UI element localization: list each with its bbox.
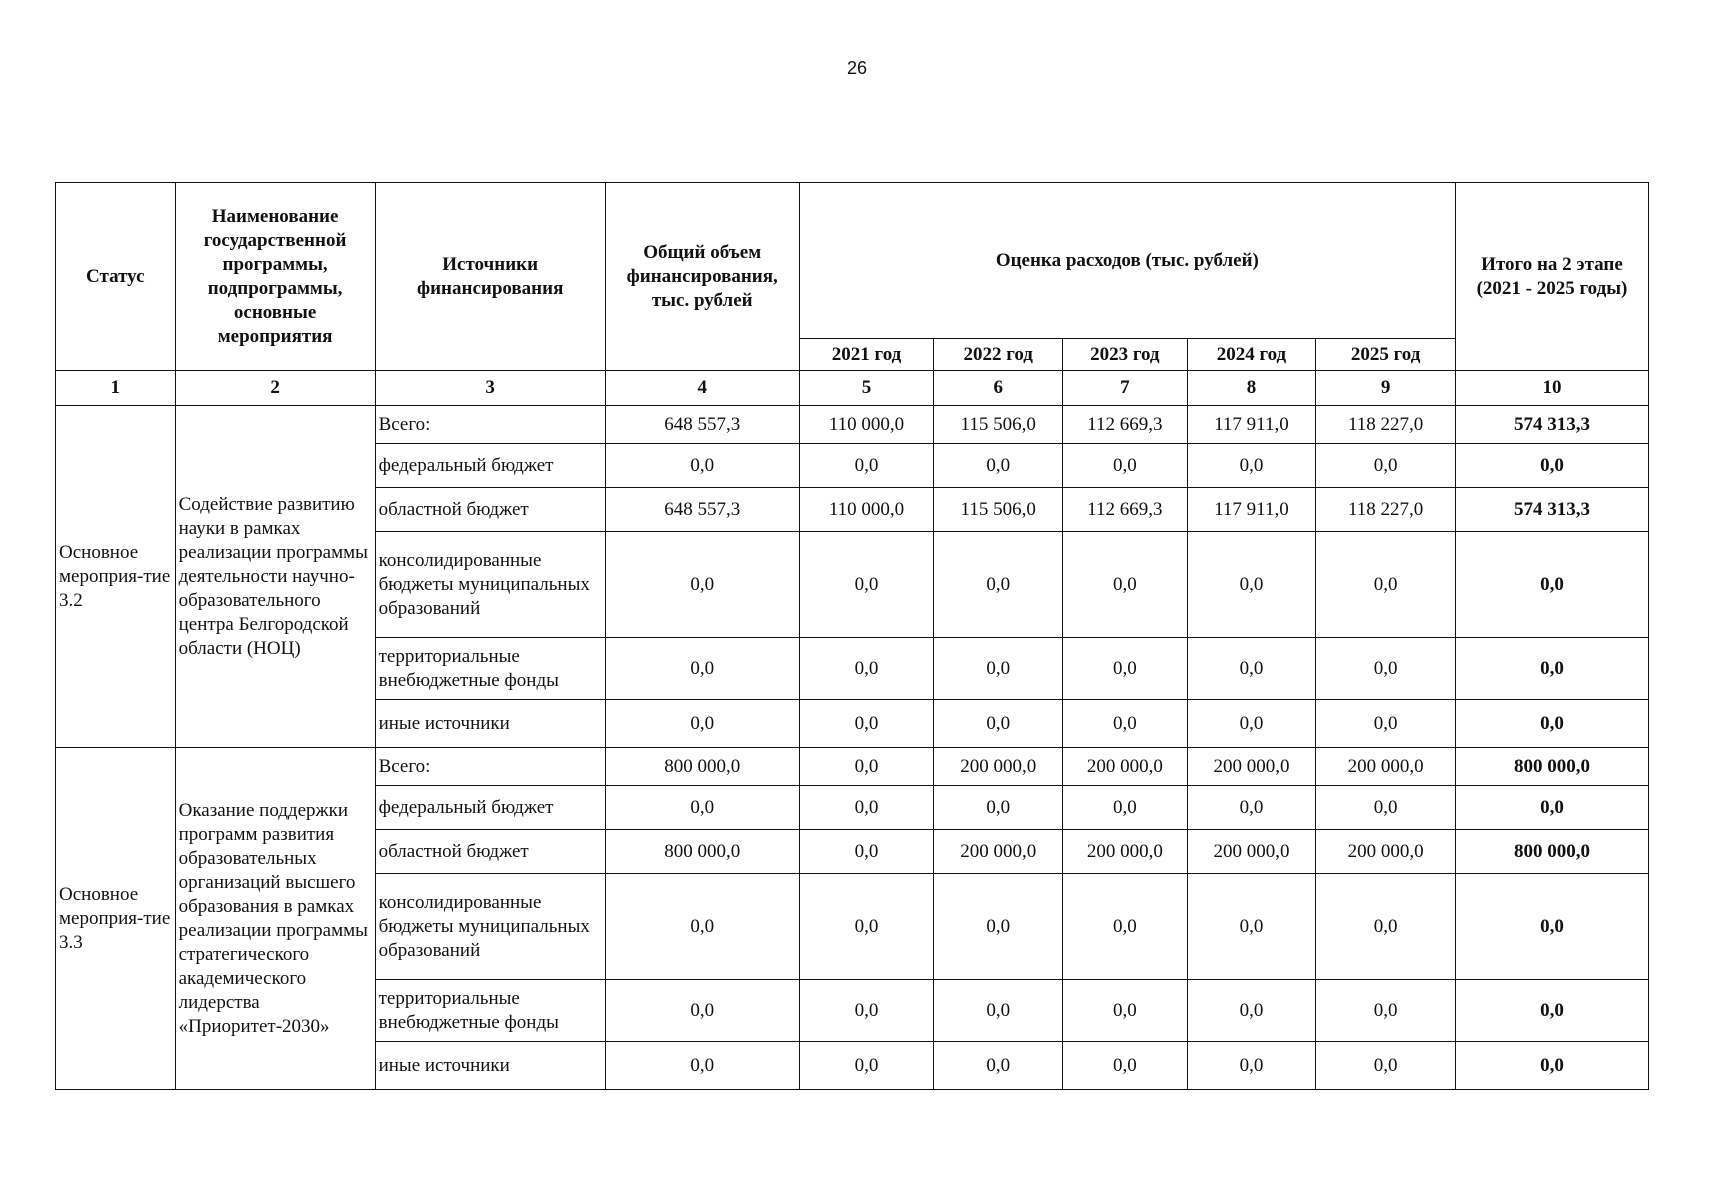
year-value-cell: 0,0: [799, 980, 934, 1042]
year-value-cell: 112 669,3: [1063, 406, 1188, 444]
column-index: 2: [175, 371, 375, 406]
funding-source: консолидированные бюджеты муниципальных образований: [375, 532, 605, 638]
total-volume-cell: 0,0: [605, 980, 799, 1042]
table-row: [56, 406, 1649, 444]
stage-total-cell: 0,0: [1455, 786, 1648, 830]
column-index: 5: [799, 371, 934, 406]
year-value-cell: 200 000,0: [1187, 748, 1316, 786]
year-value-cell: 200 000,0: [1063, 748, 1188, 786]
year-value-cell: 0,0: [1187, 700, 1316, 748]
year-value-cell: 0,0: [934, 444, 1063, 488]
year-value-cell: 0,0: [1063, 874, 1188, 980]
header-stage-total: Итого на 2 этапе (2021 - 2025 годы): [1455, 183, 1648, 371]
stage-total-cell: 0,0: [1455, 444, 1648, 488]
year-value-cell: 0,0: [934, 1042, 1063, 1090]
year-value-cell: 0,0: [934, 980, 1063, 1042]
column-index: 3: [375, 371, 605, 406]
year-value-cell: 118 227,0: [1316, 406, 1456, 444]
year-value-cell: 200 000,0: [1316, 748, 1456, 786]
funding-source: областной бюджет: [375, 488, 605, 532]
page-number: 26: [846, 58, 868, 78]
year-value-cell: 0,0: [934, 786, 1063, 830]
year-value-cell: 0,0: [934, 874, 1063, 980]
stage-total-cell: 0,0: [1455, 700, 1648, 748]
header-name: Наименование государственной программы, подпрограммы, основные мероприятия: [175, 183, 375, 371]
year-value-cell: 0,0: [799, 748, 934, 786]
year-value-cell: 112 669,3: [1063, 488, 1188, 532]
header-status: Статус: [56, 183, 176, 371]
measure-name: Оказание поддержки программ развития образовательных организаций высшего образования в рамках реализации программы стратегического академического лидерства «Приоритет-2030»: [175, 748, 375, 1090]
year-value-cell: 0,0: [1316, 980, 1456, 1042]
total-volume-cell: 0,0: [605, 444, 799, 488]
table-row: [56, 748, 1649, 786]
budget-table: [55, 182, 1649, 1090]
year-value-cell: 0,0: [934, 532, 1063, 638]
header-year: 2024 год: [1187, 339, 1316, 371]
header-year: 2023 год: [1063, 339, 1188, 371]
stage-total-cell: 574 313,3: [1455, 406, 1648, 444]
year-value-cell: 0,0: [799, 444, 934, 488]
measure-name: Содействие развитию науки в рамках реализации программы деятельности научно-образовательного центра Белгородской области (НОЦ): [175, 406, 375, 748]
total-volume-cell: 0,0: [605, 700, 799, 748]
year-value-cell: 0,0: [799, 638, 934, 700]
year-value-cell: 115 506,0: [934, 488, 1063, 532]
total-volume-cell: 0,0: [605, 638, 799, 700]
year-value-cell: 0,0: [1187, 532, 1316, 638]
header-total-volume: Общий объем финансирования, тыс. рублей: [605, 183, 799, 371]
year-value-cell: 0,0: [1316, 874, 1456, 980]
year-value-cell: 0,0: [1316, 638, 1456, 700]
year-value-cell: 200 000,0: [1187, 830, 1316, 874]
header-year: 2025 год: [1316, 339, 1456, 371]
funding-source: консолидированные бюджеты муниципальных образований: [375, 874, 605, 980]
year-value-cell: 117 911,0: [1187, 488, 1316, 532]
funding-source: иные источники: [375, 700, 605, 748]
year-value-cell: 200 000,0: [934, 748, 1063, 786]
year-value-cell: 0,0: [1316, 444, 1456, 488]
year-value-cell: 0,0: [934, 638, 1063, 700]
stage-total-cell: 0,0: [1455, 980, 1648, 1042]
stage-total-cell: 0,0: [1455, 638, 1648, 700]
year-value-cell: 200 000,0: [934, 830, 1063, 874]
funding-source: областной бюджет: [375, 830, 605, 874]
total-volume-cell: 0,0: [605, 532, 799, 638]
total-volume-cell: 0,0: [605, 874, 799, 980]
year-value-cell: 0,0: [1187, 786, 1316, 830]
year-value-cell: 0,0: [1063, 786, 1188, 830]
year-value-cell: 0,0: [799, 1042, 934, 1090]
column-index: 8: [1187, 371, 1316, 406]
column-index-row: [56, 371, 1649, 406]
year-value-cell: 110 000,0: [799, 488, 934, 532]
year-value-cell: 110 000,0: [799, 406, 934, 444]
total-volume-cell: 0,0: [605, 786, 799, 830]
year-value-cell: 0,0: [1063, 532, 1188, 638]
year-value-cell: 200 000,0: [1316, 830, 1456, 874]
total-volume-cell: 800 000,0: [605, 830, 799, 874]
measure-status: Основное мероприя-тие 3.2: [56, 406, 176, 748]
stage-total-cell: 0,0: [1455, 1042, 1648, 1090]
column-index: 6: [934, 371, 1063, 406]
column-index: 9: [1316, 371, 1456, 406]
year-value-cell: 0,0: [1187, 874, 1316, 980]
year-value-cell: 0,0: [1187, 444, 1316, 488]
funding-source: иные источники: [375, 1042, 605, 1090]
year-value-cell: 0,0: [1063, 700, 1188, 748]
year-value-cell: 0,0: [1187, 638, 1316, 700]
year-value-cell: 118 227,0: [1316, 488, 1456, 532]
header-year: 2021 год: [799, 339, 934, 371]
stage-total-cell: 800 000,0: [1455, 748, 1648, 786]
year-value-cell: 0,0: [1316, 700, 1456, 748]
measure-status: Основное мероприя-тие 3.3: [56, 748, 176, 1090]
year-value-cell: 0,0: [799, 830, 934, 874]
stage-total-cell: 574 313,3: [1455, 488, 1648, 532]
header-estimate: Оценка расходов (тыс. рублей): [799, 183, 1455, 339]
funding-source: федеральный бюджет: [375, 786, 605, 830]
funding-source: Всего:: [375, 748, 605, 786]
year-value-cell: 0,0: [934, 700, 1063, 748]
total-volume-cell: 0,0: [605, 1042, 799, 1090]
year-value-cell: 0,0: [1063, 980, 1188, 1042]
year-value-cell: 0,0: [799, 532, 934, 638]
funding-source: территориальные внебюджетные фонды: [375, 980, 605, 1042]
header-sources: Источники финансирования: [375, 183, 605, 371]
stage-total-cell: 0,0: [1455, 532, 1648, 638]
stage-total-cell: 0,0: [1455, 874, 1648, 980]
column-index: 4: [605, 371, 799, 406]
year-value-cell: 115 506,0: [934, 406, 1063, 444]
column-index: 1: [56, 371, 176, 406]
year-value-cell: 0,0: [1063, 638, 1188, 700]
funding-source: Всего:: [375, 406, 605, 444]
table-header: [56, 183, 1649, 406]
table-body: [56, 406, 1649, 1090]
funding-source: федеральный бюджет: [375, 444, 605, 488]
year-value-cell: 0,0: [1316, 532, 1456, 638]
year-value-cell: 200 000,0: [1063, 830, 1188, 874]
column-index: 10: [1455, 371, 1648, 406]
year-value-cell: 0,0: [1187, 980, 1316, 1042]
total-volume-cell: 800 000,0: [605, 748, 799, 786]
year-value-cell: 0,0: [1063, 444, 1188, 488]
total-volume-cell: 648 557,3: [605, 488, 799, 532]
year-value-cell: 0,0: [799, 700, 934, 748]
year-value-cell: 0,0: [799, 874, 934, 980]
year-value-cell: 117 911,0: [1187, 406, 1316, 444]
year-value-cell: 0,0: [1316, 786, 1456, 830]
funding-source: территориальные внебюджетные фонды: [375, 638, 605, 700]
column-index: 7: [1063, 371, 1188, 406]
stage-total-cell: 800 000,0: [1455, 830, 1648, 874]
year-value-cell: 0,0: [1063, 1042, 1188, 1090]
year-value-cell: 0,0: [799, 786, 934, 830]
header-year: 2022 год: [934, 339, 1063, 371]
year-value-cell: 0,0: [1187, 1042, 1316, 1090]
year-value-cell: 0,0: [1316, 1042, 1456, 1090]
total-volume-cell: 648 557,3: [605, 406, 799, 444]
